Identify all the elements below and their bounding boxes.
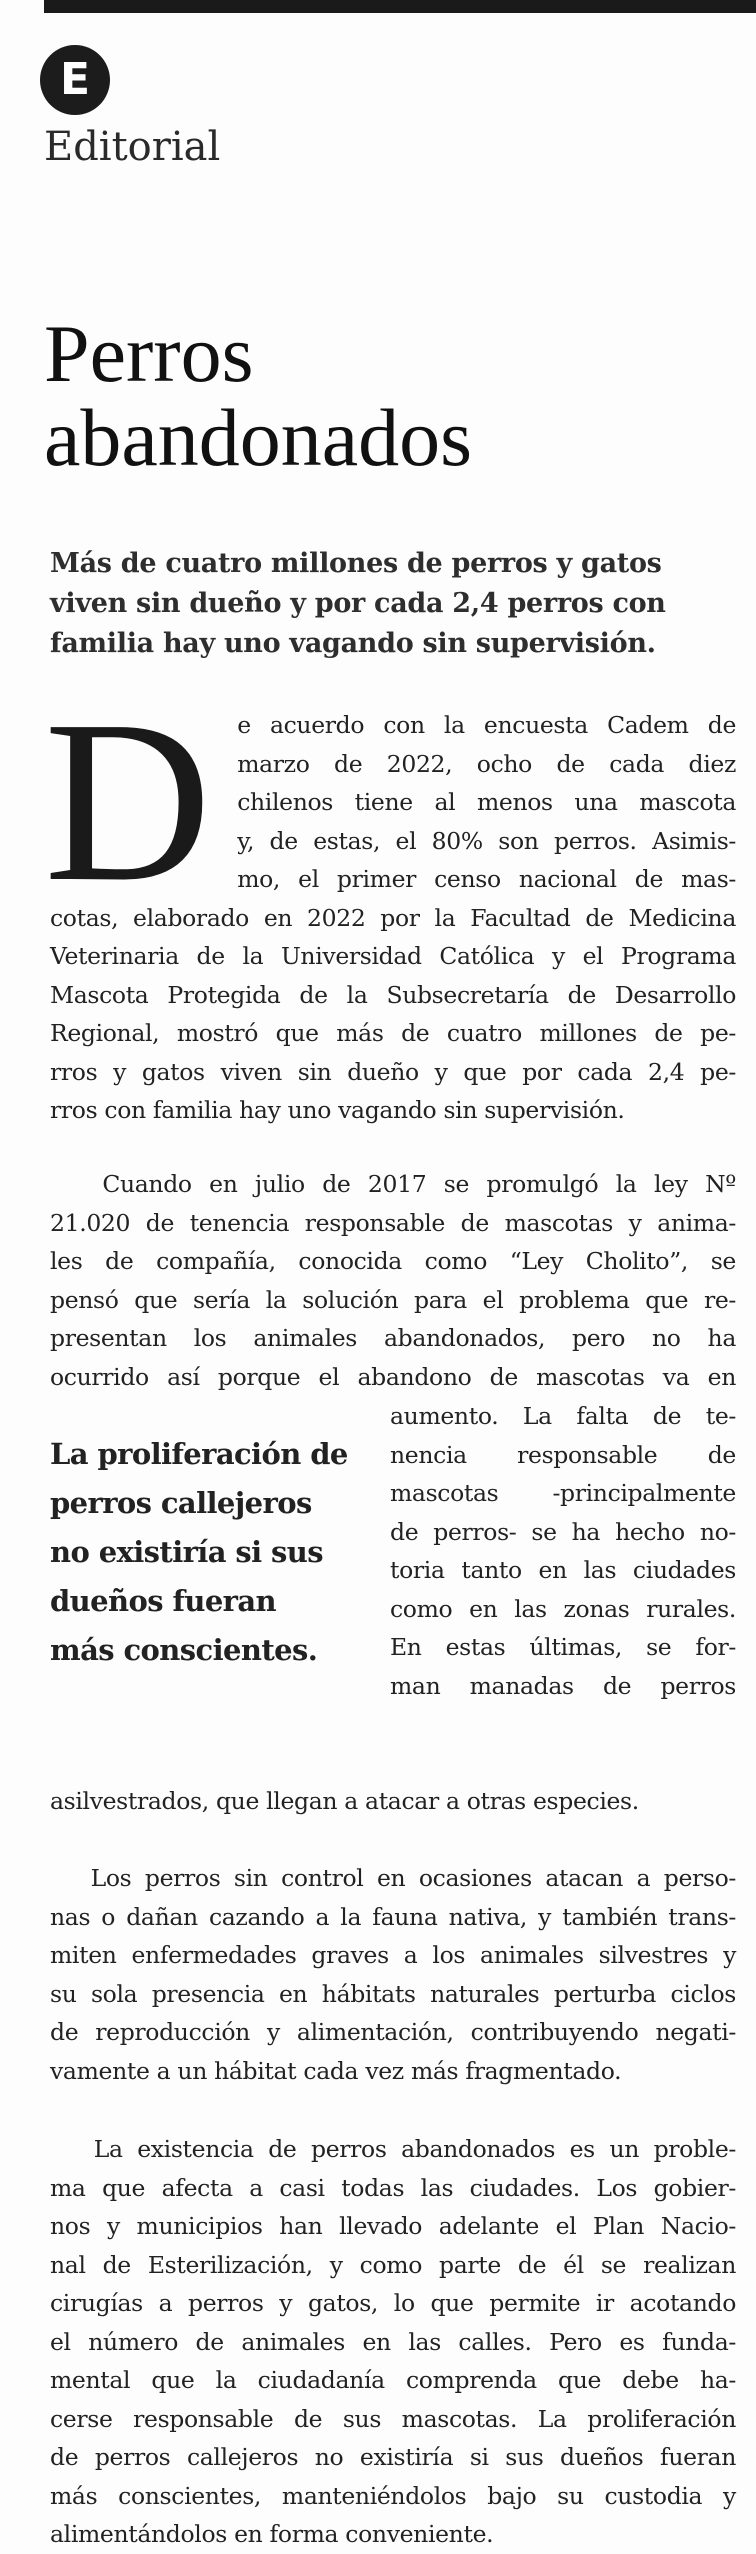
body-line: miten enfermedades graves a los animales silvestres y [50, 1941, 736, 1969]
body-line: les de compañía, conocida como “Ley Cholito”, se [50, 1247, 736, 1275]
pull-quote-line: La proliferación de [50, 1437, 348, 1471]
drop-cap: D [44, 673, 212, 930]
body-line: Mascota Protegida de la Subsecretaría de Desarrollo [50, 980, 736, 1009]
body-line: Cuando en julio de 2017 se promulgó la ley Nº [50, 1170, 736, 1198]
body-line: y, de estas, el 80% son perros. Asimis- [237, 826, 736, 855]
paragraph-1 [44, 673, 736, 1130]
body-line: asilvestrados, que llegan a atacar a otras especies. [50, 1787, 639, 1815]
paragraph-3 [50, 1859, 736, 2090]
body-line: e acuerdo con la encuesta Cadem de [237, 711, 736, 739]
body-line: de perros callejeros no existiría si sus dueños fueran [50, 2443, 736, 2471]
paragraph-2-tail [50, 1782, 736, 1821]
body-line: su sola presencia en hábitats naturales perturba ciclos [50, 1979, 736, 2008]
body-line: chilenos tiene al menos una mascota [237, 788, 736, 816]
body-line: mental que la ciudadanía comprenda que debe ha- [50, 2366, 736, 2394]
body-line: más conscientes, manteniéndolos bajo su custodia y [50, 2481, 736, 2510]
title-line: Perros [44, 308, 254, 399]
body-line: Los perros sin control en ocasiones atacan a perso- [50, 1864, 736, 1892]
body-line: cotas, elaborado en 2022 por la Facultad de Medicina [50, 903, 736, 932]
body-line: cirugías a perros y gatos, lo que permite ir acotando [50, 2289, 736, 2317]
title-line: abandonados [44, 392, 473, 483]
body-line: 21.020 de tenencia responsable de mascotas y anima- [50, 1208, 736, 1237]
body-line: cerse responsable de sus mascotas. La proliferación [50, 2404, 736, 2433]
body-line: nal de Esterilización, y como parte de él se realizan [50, 2250, 736, 2279]
body-line: Regional, mostró que más de cuatro millones de pe- [50, 1019, 736, 1047]
body-line: La existencia de perros abandonados es un proble- [50, 2135, 736, 2163]
body-line: nencia responsable de [390, 1440, 736, 1469]
body-line: ma que afecta a casi todas las ciudades. Los gobier- [50, 2173, 736, 2202]
pull-quote-line: no existiría si sus [50, 1535, 323, 1569]
body-line: de reproducción y alimentación, contribuyendo negati- [50, 2018, 736, 2046]
section-badge: E [40, 45, 110, 115]
body-line: alimentándolos en forma conveniente. [50, 2520, 494, 2548]
body-line: el número de animales en las calles. Pero es funda- [50, 2327, 736, 2356]
section-label: Editorial [44, 124, 221, 170]
body-line: de perros- se ha hecho no- [390, 1517, 736, 1546]
article-title [44, 308, 724, 483]
body-line: rros y gatos viven sin dueño y que por cada 2,4 pe- [50, 1057, 736, 1086]
pull-quote-line: perros callejeros [50, 1486, 312, 1520]
body-line: vamente a un hábitat cada vez más fragmentado. [50, 2056, 622, 2085]
body-line: marzo de 2022, ocho de cada diez [237, 749, 736, 778]
body-line: nos y municipios han llevado adelante el Plan Nacio- [50, 2212, 736, 2240]
body-line: toria tanto en las ciudades [390, 1556, 736, 1584]
body-line: ocurrido así porque el abandono de mascotas va en [50, 1362, 736, 1391]
body-line: En estas últimas, se for- [390, 1633, 736, 1661]
article-deck: Más de cuatro millones de perros y gatos viven sin dueño y por cada 2,4 perros con familia hay uno vagando sin supervisión. [50, 548, 666, 659]
body-line: como en las zonas rurales. [390, 1594, 736, 1623]
pull-quote-line: más conscientes. [50, 1633, 318, 1667]
body-line: mascotas -principalmente [390, 1479, 736, 1507]
body-line: man manadas de perros [390, 1671, 736, 1700]
paragraph-4 [50, 2130, 736, 2554]
body-line: presentan los animales abandonados, pero no ha [50, 1324, 736, 1352]
body-line: mo, el primer censo nacional de mas- [237, 865, 736, 893]
body-line: aumento. La falta de te- [390, 1402, 736, 1430]
body-line: pensó que sería la solución para el problema que re- [50, 1285, 736, 1314]
body-line: Veterinaria de la Universidad Católica y el Programa [50, 942, 736, 970]
body-line: rros con familia hay uno vagando sin supervisión. [50, 1096, 625, 1124]
pull-quote-line: dueños fueran [50, 1584, 277, 1618]
paragraph-2 [50, 1165, 736, 1396]
pull-quote [50, 1430, 372, 1675]
top-rule [44, 0, 756, 13]
paragraph-2-wrap-column [390, 1397, 736, 1705]
body-line: nas o dañan cazando a la fauna nativa, y también trans- [50, 1902, 736, 1931]
